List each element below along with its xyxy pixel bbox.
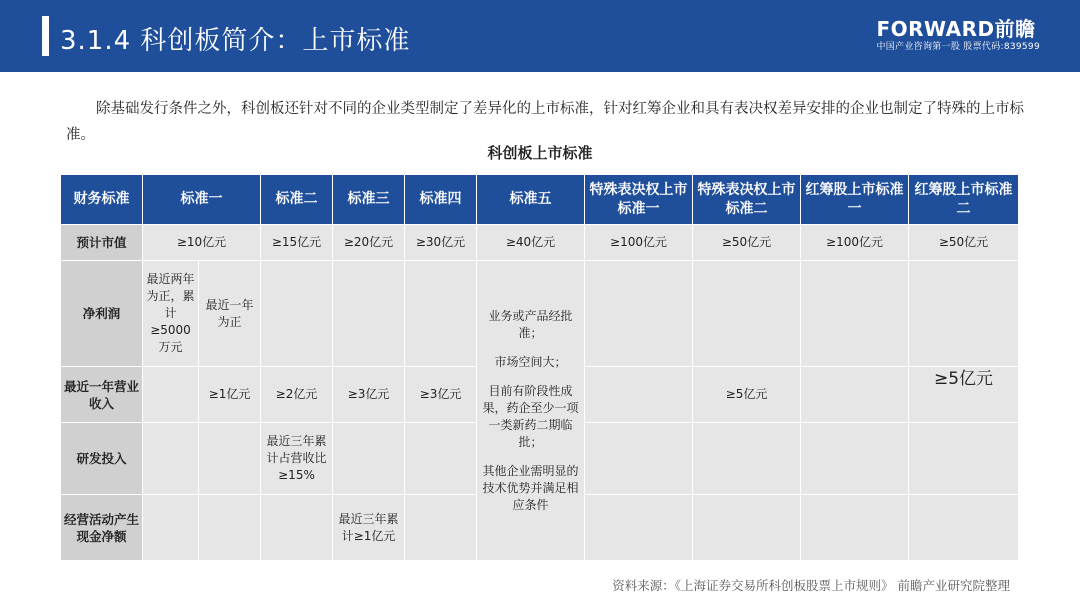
table-cell <box>801 367 909 423</box>
table-cell <box>143 495 199 561</box>
table-cell <box>801 261 909 367</box>
table-cell: ≥2亿元 <box>261 367 333 423</box>
row-label: 净利润 <box>61 261 143 367</box>
table-cell <box>333 261 405 367</box>
logo-main-text: FORWARD前瞻 <box>876 17 1036 41</box>
standard-five-conditions <box>477 261 585 561</box>
table-cell: ≥30亿元 <box>405 225 477 261</box>
brand-logo <box>876 18 1040 54</box>
table-cell: ≥50亿元 <box>693 225 801 261</box>
header-cell: 标准五 <box>477 175 585 225</box>
table-cell: ≥40亿元 <box>477 225 585 261</box>
table-cell: 最近一年为正 <box>199 261 261 367</box>
condition-text: 目前有阶段性成果，药企至少一项一类新药二期临批； <box>482 383 579 449</box>
table-cell <box>585 367 693 423</box>
row-label: 研发投入 <box>61 423 143 495</box>
table-cell <box>585 423 693 495</box>
table-cell <box>801 423 909 495</box>
table-cell <box>585 495 693 561</box>
table-cell <box>143 423 199 495</box>
table-cell <box>405 495 477 561</box>
table-cell <box>909 495 1019 561</box>
table-cell: 最近三年累计≥1亿元 <box>333 495 405 561</box>
table-row <box>61 225 1019 261</box>
table-cell <box>693 495 801 561</box>
table-cell: 最近两年为正，累计≥5000万元 <box>143 261 199 367</box>
condition-text: 业务或产品经批准； <box>488 308 573 340</box>
table-cell: ≥3亿元 <box>333 367 405 423</box>
header-cell: 红筹股上市标准二 <box>909 175 1019 225</box>
source-note: 资料来源：《上海证券交易所科创板股票上市规则》 前瞻产业研究院整理 <box>612 578 1010 593</box>
table-cell: ≥20亿元 <box>333 225 405 261</box>
table-cell <box>199 495 261 561</box>
table-row <box>61 261 1019 367</box>
page-title: 3.1.4 科创板简介：上市标准 <box>60 26 411 56</box>
table-cell <box>261 495 333 561</box>
title-accent-bar <box>42 16 49 56</box>
condition-text: 市场空间大； <box>494 354 567 369</box>
table-cell <box>405 423 477 495</box>
row-label: 最近一年营业收入 <box>61 367 143 423</box>
header-cell: 标准一 <box>143 175 261 225</box>
listing-standards-table <box>60 174 1019 561</box>
table-cell: ≥50亿元 <box>909 225 1019 261</box>
header-cell: 红筹股上市标准一 <box>801 175 909 225</box>
table-cell: ≥100亿元 <box>585 225 693 261</box>
header-cell: 特殊表决权上市标准二 <box>693 175 801 225</box>
table-cell <box>909 423 1019 495</box>
table-caption: 科创板上市标准 <box>487 144 593 162</box>
table-cell <box>405 261 477 367</box>
table-cell <box>199 423 261 495</box>
table-cell <box>693 423 801 495</box>
table-header-row <box>61 175 1019 225</box>
header-cell: 特殊表决权上市标准一 <box>585 175 693 225</box>
row-label: 预计市值 <box>61 225 143 261</box>
table-cell <box>801 495 909 561</box>
row-label: 经营活动产生现金净额 <box>61 495 143 561</box>
table-cell <box>909 261 1019 367</box>
table-cell <box>143 367 199 423</box>
table-cell <box>261 261 333 367</box>
logo-sub-text: 中国产业咨询第一股 股票代码:839599 <box>876 42 1040 52</box>
table-cell: ≥100亿元 <box>801 225 909 261</box>
table-cell: ≥3亿元 <box>405 367 477 423</box>
table-cell: ≥1亿元 <box>199 367 261 423</box>
header-cell: 标准四 <box>405 175 477 225</box>
table-cell: ≥15亿元 <box>261 225 333 261</box>
table-cell <box>585 261 693 367</box>
intro-paragraph: 除基础发行条件之外，科创板还针对不同的企业类型制定了差异化的上市标准，针对红筹企业和具有表决权差异安排的企业也制定了特殊的上市标准。 <box>66 101 1024 143</box>
table-cell <box>693 261 801 367</box>
header-banner <box>0 0 1080 72</box>
condition-text: 其他企业需明显的技术优势并满足相应条件 <box>482 463 579 512</box>
table-cell: 最近三年累计占营收比≥15% <box>261 423 333 495</box>
table-cell: ≥10亿元 <box>143 225 261 261</box>
table-cell: ≥5亿元 <box>693 367 801 423</box>
header-cell: 标准二 <box>261 175 333 225</box>
table-cell <box>333 423 405 495</box>
header-cell: 财务标准 <box>61 175 143 225</box>
table-cell: ≥5亿元 <box>909 367 1019 423</box>
header-cell: 标准三 <box>333 175 405 225</box>
